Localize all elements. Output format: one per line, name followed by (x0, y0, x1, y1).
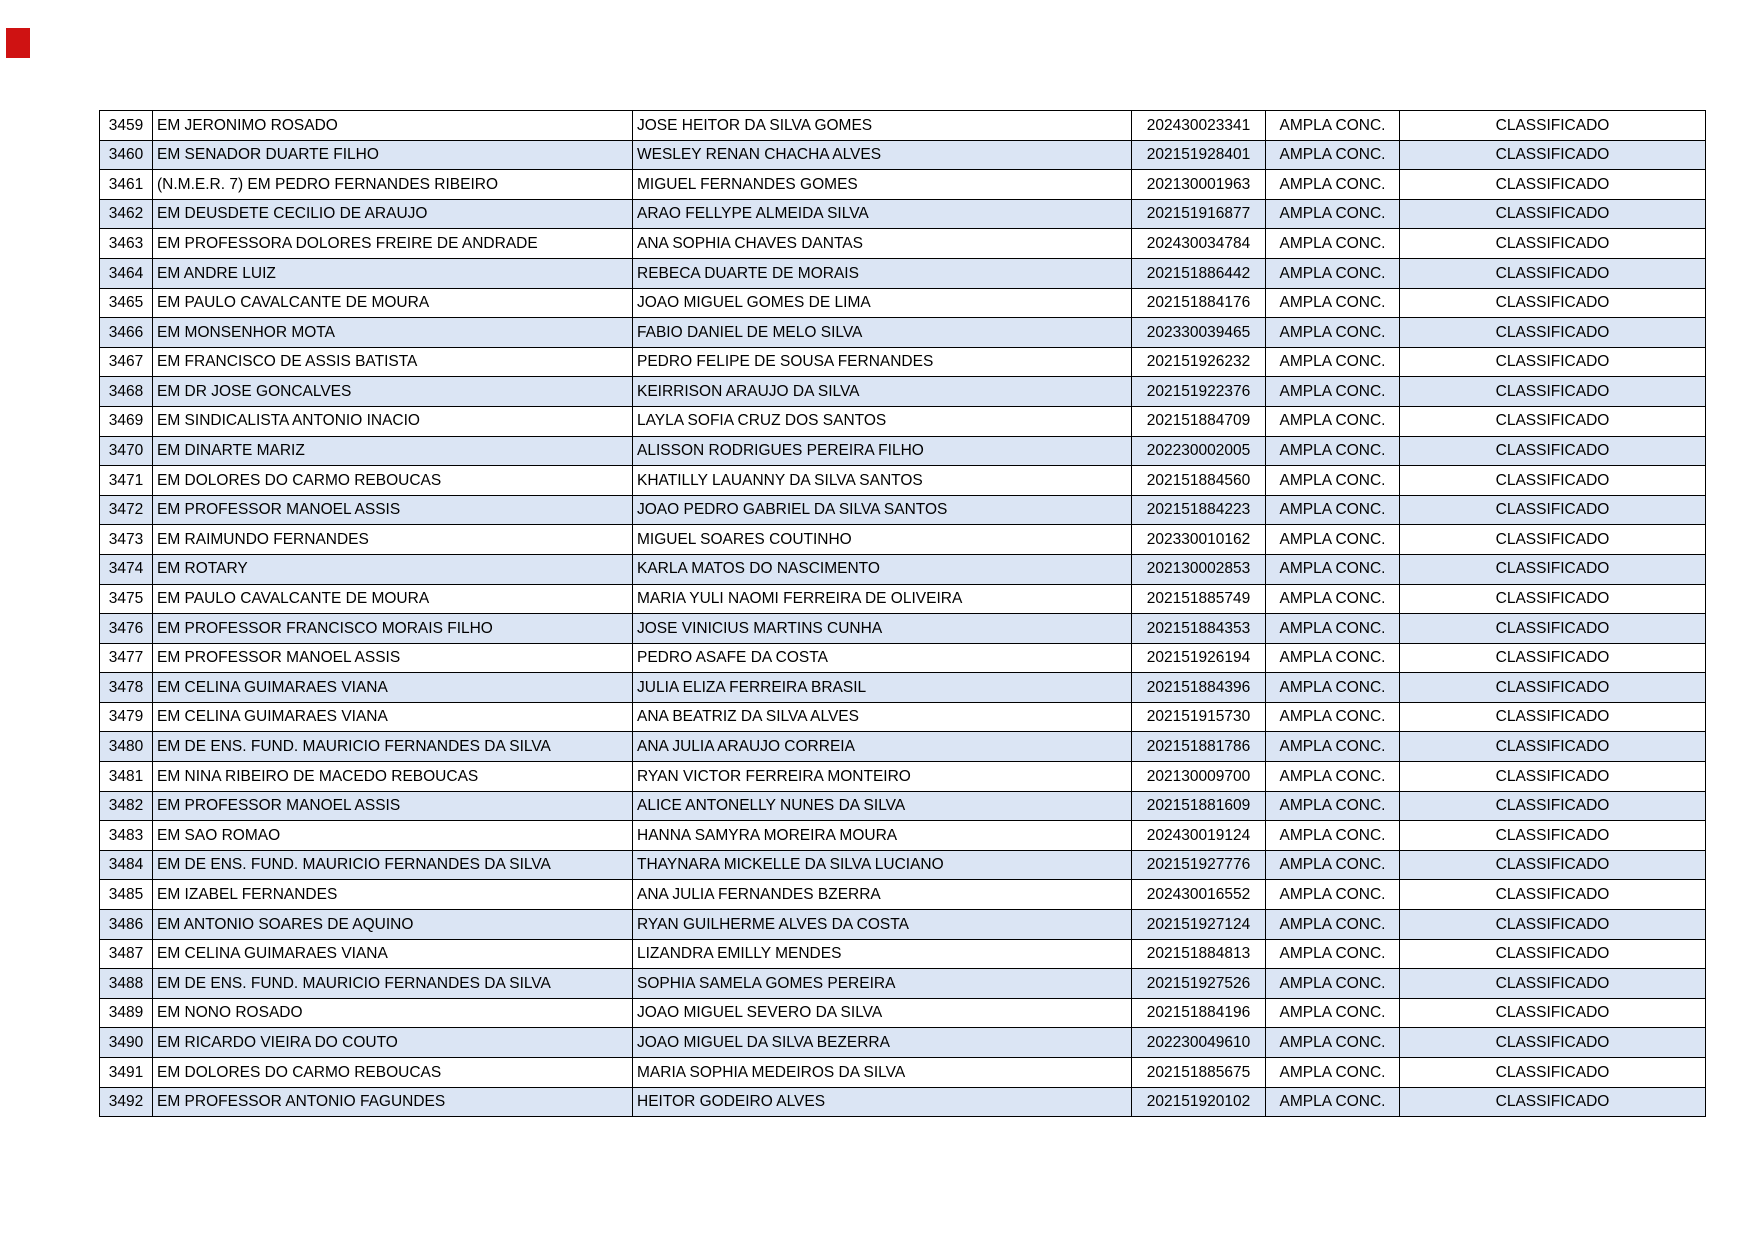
cell-category: AMPLA CONC. (1266, 495, 1400, 525)
cell-enrollment: 202151884560 (1132, 466, 1266, 496)
cell-status: CLASSIFICADO (1400, 821, 1706, 851)
cell-category: AMPLA CONC. (1266, 702, 1400, 732)
cell-num: 3486 (100, 910, 153, 940)
table-row (100, 258, 1706, 288)
cell-enrollment: 202151920102 (1132, 1087, 1266, 1117)
cell-school: EM DINARTE MARIZ (153, 436, 633, 466)
cell-num: 3479 (100, 702, 153, 732)
cell-category: AMPLA CONC. (1266, 821, 1400, 851)
cell-num: 3482 (100, 791, 153, 821)
cell-status: CLASSIFICADO (1400, 554, 1706, 584)
cell-enrollment: 202151926232 (1132, 347, 1266, 377)
cell-num: 3491 (100, 1058, 153, 1088)
cell-school: EM SAO ROMAO (153, 821, 633, 851)
cell-num: 3467 (100, 347, 153, 377)
table-row (100, 939, 1706, 969)
cell-enrollment: 202330039465 (1132, 318, 1266, 348)
cell-enrollment: 202151884813 (1132, 939, 1266, 969)
cell-student: JOAO PEDRO GABRIEL DA SILVA SANTOS (633, 495, 1132, 525)
cell-num: 3490 (100, 1028, 153, 1058)
cell-enrollment: 202151884176 (1132, 288, 1266, 318)
cell-student: MARIA SOPHIA MEDEIROS DA SILVA (633, 1058, 1132, 1088)
table-row (100, 702, 1706, 732)
cell-category: AMPLA CONC. (1266, 466, 1400, 496)
table-row (100, 347, 1706, 377)
cell-school: EM PAULO CAVALCANTE DE MOURA (153, 288, 633, 318)
table-row (100, 1058, 1706, 1088)
cell-school: EM FRANCISCO DE ASSIS BATISTA (153, 347, 633, 377)
cell-num: 3484 (100, 850, 153, 880)
cell-enrollment: 202151884709 (1132, 406, 1266, 436)
table-body (100, 111, 1706, 1117)
cell-school: EM MONSENHOR MOTA (153, 318, 633, 348)
cell-status: CLASSIFICADO (1400, 850, 1706, 880)
cell-status: CLASSIFICADO (1400, 199, 1706, 229)
cell-enrollment: 202151885675 (1132, 1058, 1266, 1088)
cell-school: EM PROFESSOR MANOEL ASSIS (153, 495, 633, 525)
cell-school: EM NINA RIBEIRO DE MACEDO REBOUCAS (153, 762, 633, 792)
cell-school: EM CELINA GUIMARAES VIANA (153, 939, 633, 969)
table-row (100, 643, 1706, 673)
cell-student: ALISSON RODRIGUES PEREIRA FILHO (633, 436, 1132, 466)
cell-category: AMPLA CONC. (1266, 170, 1400, 200)
cell-category: AMPLA CONC. (1266, 850, 1400, 880)
cell-enrollment: 202330010162 (1132, 525, 1266, 555)
cell-school: EM ANTONIO SOARES DE AQUINO (153, 910, 633, 940)
cell-enrollment: 202430034784 (1132, 229, 1266, 259)
cell-num: 3468 (100, 377, 153, 407)
cell-status: CLASSIFICADO (1400, 288, 1706, 318)
cell-category: AMPLA CONC. (1266, 406, 1400, 436)
cell-student: KARLA MATOS DO NASCIMENTO (633, 554, 1132, 584)
cell-school: EM PROFESSOR FRANCISCO MORAIS FILHO (153, 614, 633, 644)
cell-status: CLASSIFICADO (1400, 584, 1706, 614)
cell-enrollment: 202151928401 (1132, 140, 1266, 170)
cell-num: 3463 (100, 229, 153, 259)
table-row (100, 998, 1706, 1028)
cell-student: WESLEY RENAN CHACHA ALVES (633, 140, 1132, 170)
table-row (100, 1028, 1706, 1058)
cell-category: AMPLA CONC. (1266, 525, 1400, 555)
cell-status: CLASSIFICADO (1400, 702, 1706, 732)
cell-student: PEDRO FELIPE DE SOUSA FERNANDES (633, 347, 1132, 377)
cell-category: AMPLA CONC. (1266, 554, 1400, 584)
cell-category: AMPLA CONC. (1266, 229, 1400, 259)
cell-status: CLASSIFICADO (1400, 791, 1706, 821)
cell-category: AMPLA CONC. (1266, 1058, 1400, 1088)
cell-enrollment: 202151886442 (1132, 258, 1266, 288)
cell-student: PEDRO ASAFE DA COSTA (633, 643, 1132, 673)
cell-school: EM JERONIMO ROSADO (153, 111, 633, 141)
cell-category: AMPLA CONC. (1266, 1087, 1400, 1117)
cell-enrollment: 202151884196 (1132, 998, 1266, 1028)
cell-enrollment: 202151884223 (1132, 495, 1266, 525)
cell-status: CLASSIFICADO (1400, 969, 1706, 999)
cell-enrollment: 202230049610 (1132, 1028, 1266, 1058)
cell-school: EM DR JOSE GONCALVES (153, 377, 633, 407)
table-row (100, 821, 1706, 851)
cell-category: AMPLA CONC. (1266, 643, 1400, 673)
cell-status: CLASSIFICADO (1400, 525, 1706, 555)
cell-student: THAYNARA MICKELLE DA SILVA LUCIANO (633, 850, 1132, 880)
cell-category: AMPLA CONC. (1266, 998, 1400, 1028)
table-row (100, 791, 1706, 821)
cell-school: EM PROFESSOR MANOEL ASSIS (153, 791, 633, 821)
cell-num: 3474 (100, 554, 153, 584)
cell-student: JOAO MIGUEL GOMES DE LIMA (633, 288, 1132, 318)
cell-category: AMPLA CONC. (1266, 910, 1400, 940)
table-row (100, 554, 1706, 584)
table-row (100, 495, 1706, 525)
table-row (100, 229, 1706, 259)
table-row (100, 1087, 1706, 1117)
cell-enrollment: 202430023341 (1132, 111, 1266, 141)
table-row (100, 377, 1706, 407)
cell-enrollment: 202151881609 (1132, 791, 1266, 821)
table-row (100, 318, 1706, 348)
cell-enrollment: 202151885749 (1132, 584, 1266, 614)
cell-num: 3481 (100, 762, 153, 792)
table-row (100, 199, 1706, 229)
cell-category: AMPLA CONC. (1266, 1028, 1400, 1058)
cell-num: 3473 (100, 525, 153, 555)
cell-category: AMPLA CONC. (1266, 762, 1400, 792)
cell-school: EM PROFESSOR ANTONIO FAGUNDES (153, 1087, 633, 1117)
cell-num: 3492 (100, 1087, 153, 1117)
table-row (100, 880, 1706, 910)
cell-category: AMPLA CONC. (1266, 969, 1400, 999)
cell-enrollment: 202151927776 (1132, 850, 1266, 880)
cell-school: (N.M.E.R. 7) EM PEDRO FERNANDES RIBEIRO (153, 170, 633, 200)
cell-num: 3464 (100, 258, 153, 288)
cell-status: CLASSIFICADO (1400, 939, 1706, 969)
cell-student: LAYLA SOFIA CRUZ DOS SANTOS (633, 406, 1132, 436)
cell-school: EM DOLORES DO CARMO REBOUCAS (153, 1058, 633, 1088)
cell-num: 3478 (100, 673, 153, 703)
table-row (100, 525, 1706, 555)
cell-num: 3459 (100, 111, 153, 141)
cell-student: ANA JULIA ARAUJO CORREIA (633, 732, 1132, 762)
cell-num: 3485 (100, 880, 153, 910)
cell-status: CLASSIFICADO (1400, 495, 1706, 525)
cell-status: CLASSIFICADO (1400, 406, 1706, 436)
cell-enrollment: 202130001963 (1132, 170, 1266, 200)
cell-num: 3475 (100, 584, 153, 614)
table-row (100, 762, 1706, 792)
cell-student: MIGUEL FERNANDES GOMES (633, 170, 1132, 200)
cell-num: 3472 (100, 495, 153, 525)
cell-status: CLASSIFICADO (1400, 910, 1706, 940)
cell-category: AMPLA CONC. (1266, 939, 1400, 969)
cell-category: AMPLA CONC. (1266, 288, 1400, 318)
table-row (100, 111, 1706, 141)
cell-num: 3462 (100, 199, 153, 229)
cell-school: EM PROFESSORA DOLORES FREIRE DE ANDRADE (153, 229, 633, 259)
cell-student: JULIA ELIZA FERREIRA BRASIL (633, 673, 1132, 703)
cell-enrollment: 202151884353 (1132, 614, 1266, 644)
cell-school: EM RAIMUNDO FERNANDES (153, 525, 633, 555)
cell-student: KEIRRISON ARAUJO DA SILVA (633, 377, 1132, 407)
cell-enrollment: 202151881786 (1132, 732, 1266, 762)
cell-school: EM ROTARY (153, 554, 633, 584)
cell-status: CLASSIFICADO (1400, 377, 1706, 407)
cell-status: CLASSIFICADO (1400, 1087, 1706, 1117)
cell-status: CLASSIFICADO (1400, 258, 1706, 288)
cell-num: 3480 (100, 732, 153, 762)
cell-enrollment: 202130009700 (1132, 762, 1266, 792)
cell-num: 3483 (100, 821, 153, 851)
cell-num: 3470 (100, 436, 153, 466)
table-row (100, 850, 1706, 880)
cell-school: EM SINDICALISTA ANTONIO INACIO (153, 406, 633, 436)
cell-num: 3465 (100, 288, 153, 318)
table-row (100, 910, 1706, 940)
cell-category: AMPLA CONC. (1266, 436, 1400, 466)
cell-status: CLASSIFICADO (1400, 880, 1706, 910)
cell-status: CLASSIFICADO (1400, 170, 1706, 200)
table-row (100, 732, 1706, 762)
cell-student: RYAN GUILHERME ALVES DA COSTA (633, 910, 1132, 940)
cell-num: 3487 (100, 939, 153, 969)
cell-status: CLASSIFICADO (1400, 347, 1706, 377)
cell-school: EM DEUSDETE CECILIO DE ARAUJO (153, 199, 633, 229)
cell-student: SOPHIA SAMELA GOMES PEREIRA (633, 969, 1132, 999)
cell-student: FABIO DANIEL DE MELO SILVA (633, 318, 1132, 348)
cell-school: EM PAULO CAVALCANTE DE MOURA (153, 584, 633, 614)
table-row (100, 969, 1706, 999)
cell-enrollment: 202151922376 (1132, 377, 1266, 407)
cell-category: AMPLA CONC. (1266, 140, 1400, 170)
cell-student: ARAO FELLYPE ALMEIDA SILVA (633, 199, 1132, 229)
cell-status: CLASSIFICADO (1400, 614, 1706, 644)
cell-status: CLASSIFICADO (1400, 762, 1706, 792)
cell-school: EM ANDRE LUIZ (153, 258, 633, 288)
cell-category: AMPLA CONC. (1266, 199, 1400, 229)
cell-student: ALICE ANTONELLY NUNES DA SILVA (633, 791, 1132, 821)
table-row (100, 170, 1706, 200)
cell-enrollment: 202430016552 (1132, 880, 1266, 910)
cell-school: EM PROFESSOR MANOEL ASSIS (153, 643, 633, 673)
cell-category: AMPLA CONC. (1266, 318, 1400, 348)
table-row (100, 288, 1706, 318)
cell-num: 3477 (100, 643, 153, 673)
cell-status: CLASSIFICADO (1400, 111, 1706, 141)
classification-results-table (99, 110, 1706, 1117)
cell-num: 3488 (100, 969, 153, 999)
cell-school: EM IZABEL FERNANDES (153, 880, 633, 910)
cell-num: 3471 (100, 466, 153, 496)
cell-student: HEITOR GODEIRO ALVES (633, 1087, 1132, 1117)
cell-student: HANNA SAMYRA MOREIRA MOURA (633, 821, 1132, 851)
cell-student: ANA JULIA FERNANDES BZERRA (633, 880, 1132, 910)
cell-enrollment: 202230002005 (1132, 436, 1266, 466)
cell-enrollment: 202151916877 (1132, 199, 1266, 229)
cell-status: CLASSIFICADO (1400, 436, 1706, 466)
cell-category: AMPLA CONC. (1266, 347, 1400, 377)
cell-student: RYAN VICTOR FERREIRA MONTEIRO (633, 762, 1132, 792)
cell-num: 3461 (100, 170, 153, 200)
cell-num: 3460 (100, 140, 153, 170)
cell-status: CLASSIFICADO (1400, 1028, 1706, 1058)
cell-category: AMPLA CONC. (1266, 673, 1400, 703)
cell-school: EM RICARDO VIEIRA DO COUTO (153, 1028, 633, 1058)
cell-status: CLASSIFICADO (1400, 732, 1706, 762)
cell-school: EM DE ENS. FUND. MAURICIO FERNANDES DA SILVA (153, 969, 633, 999)
cell-student: JOAO MIGUEL SEVERO DA SILVA (633, 998, 1132, 1028)
cell-status: CLASSIFICADO (1400, 673, 1706, 703)
cell-status: CLASSIFICADO (1400, 466, 1706, 496)
cell-enrollment: 202151926194 (1132, 643, 1266, 673)
cell-enrollment: 202151884396 (1132, 673, 1266, 703)
table-row (100, 436, 1706, 466)
cell-status: CLASSIFICADO (1400, 998, 1706, 1028)
cell-status: CLASSIFICADO (1400, 229, 1706, 259)
cell-category: AMPLA CONC. (1266, 111, 1400, 141)
cell-num: 3466 (100, 318, 153, 348)
cell-num: 3489 (100, 998, 153, 1028)
table-row (100, 406, 1706, 436)
cell-student: JOSE VINICIUS MARTINS CUNHA (633, 614, 1132, 644)
cell-school: EM DOLORES DO CARMO REBOUCAS (153, 466, 633, 496)
cell-student: MIGUEL SOARES COUTINHO (633, 525, 1132, 555)
cell-student: KHATILLY LAUANNY DA SILVA SANTOS (633, 466, 1132, 496)
cell-category: AMPLA CONC. (1266, 791, 1400, 821)
cell-status: CLASSIFICADO (1400, 643, 1706, 673)
cell-enrollment: 202151927124 (1132, 910, 1266, 940)
table-row (100, 140, 1706, 170)
table-row (100, 614, 1706, 644)
cell-category: AMPLA CONC. (1266, 732, 1400, 762)
cell-enrollment: 202130002853 (1132, 554, 1266, 584)
cell-school: EM DE ENS. FUND. MAURICIO FERNANDES DA SILVA (153, 732, 633, 762)
cell-category: AMPLA CONC. (1266, 258, 1400, 288)
cell-student: LIZANDRA EMILLY MENDES (633, 939, 1132, 969)
cell-num: 3469 (100, 406, 153, 436)
cell-num: 3476 (100, 614, 153, 644)
cell-student: JOAO MIGUEL DA SILVA BEZERRA (633, 1028, 1132, 1058)
table-row (100, 673, 1706, 703)
cell-school: EM CELINA GUIMARAES VIANA (153, 673, 633, 703)
cell-student: JOSE HEITOR DA SILVA GOMES (633, 111, 1132, 141)
cell-enrollment: 202430019124 (1132, 821, 1266, 851)
cell-category: AMPLA CONC. (1266, 584, 1400, 614)
cell-category: AMPLA CONC. (1266, 880, 1400, 910)
cell-status: CLASSIFICADO (1400, 1058, 1706, 1088)
cell-enrollment: 202151915730 (1132, 702, 1266, 732)
cell-school: EM DE ENS. FUND. MAURICIO FERNANDES DA SILVA (153, 850, 633, 880)
cell-category: AMPLA CONC. (1266, 377, 1400, 407)
cell-student: REBECA DUARTE DE MORAIS (633, 258, 1132, 288)
table-row (100, 584, 1706, 614)
cell-enrollment: 202151927526 (1132, 969, 1266, 999)
cell-school: EM NONO ROSADO (153, 998, 633, 1028)
table-row (100, 466, 1706, 496)
cell-school: EM SENADOR DUARTE FILHO (153, 140, 633, 170)
cell-status: CLASSIFICADO (1400, 318, 1706, 348)
cell-student: MARIA YULI NAOMI FERREIRA DE OLIVEIRA (633, 584, 1132, 614)
cell-category: AMPLA CONC. (1266, 614, 1400, 644)
red-annotation-mark (6, 28, 30, 58)
cell-status: CLASSIFICADO (1400, 140, 1706, 170)
cell-school: EM CELINA GUIMARAES VIANA (153, 702, 633, 732)
cell-student: ANA SOPHIA CHAVES DANTAS (633, 229, 1132, 259)
cell-student: ANA BEATRIZ DA SILVA ALVES (633, 702, 1132, 732)
